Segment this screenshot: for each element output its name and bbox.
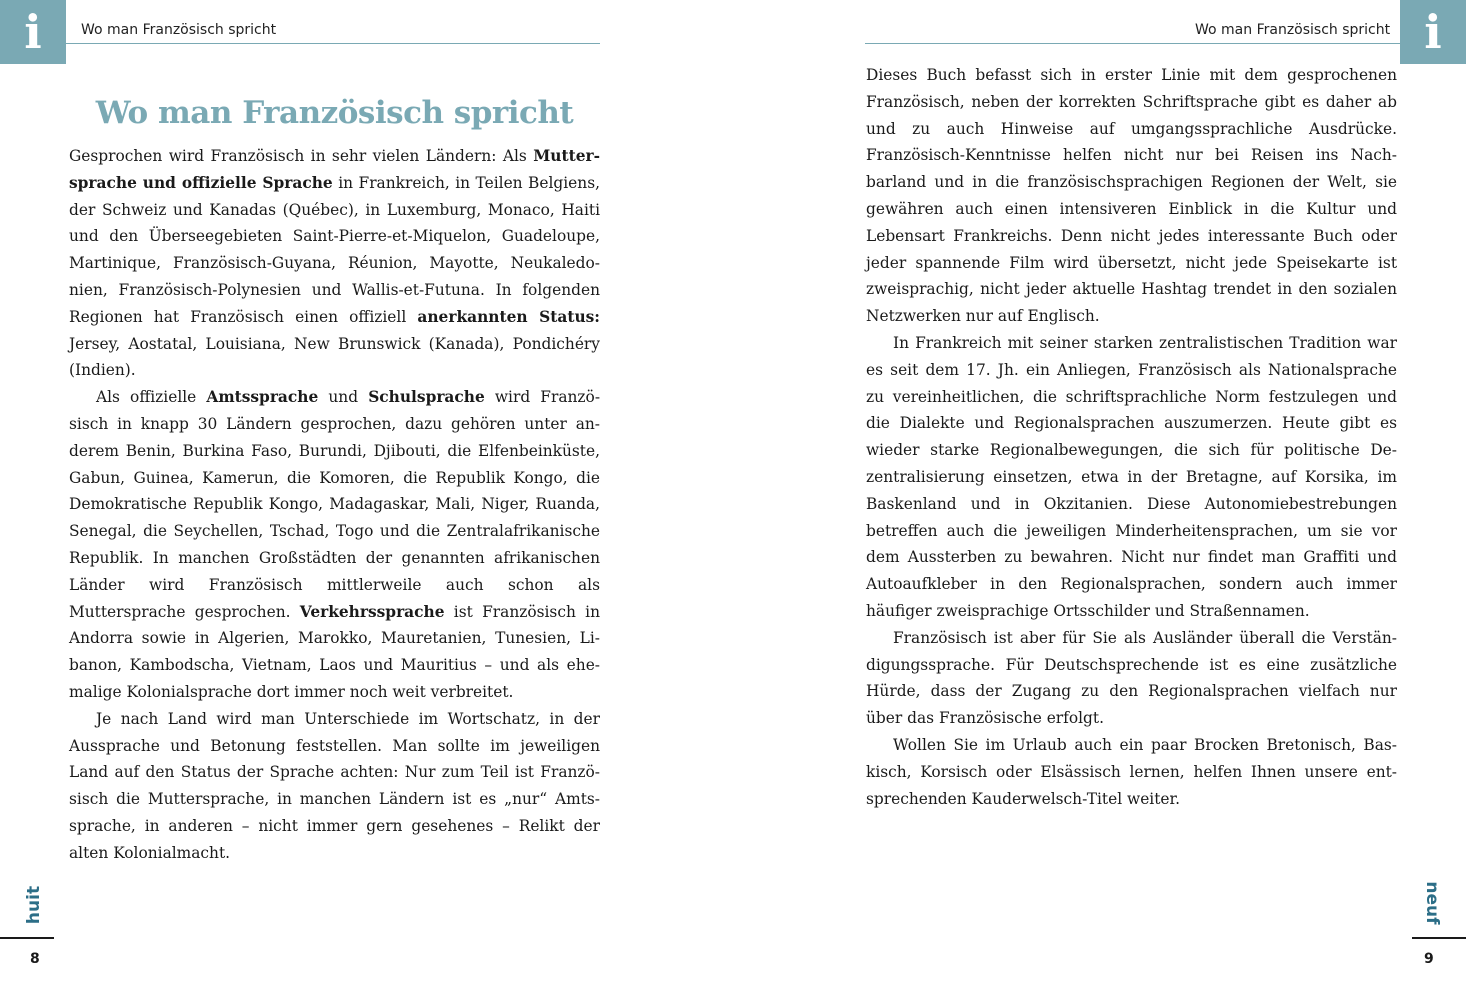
paragraph	[866, 330, 1397, 625]
footer-divider-left	[0, 937, 54, 939]
info-icon-right	[1400, 0, 1466, 64]
text-segment: Als offizielle	[96, 388, 207, 407]
page-title: Wo man Französisch spricht	[95, 94, 574, 131]
left-text-column	[69, 143, 600, 867]
text-segment: in Frankreich, in Teilen Belgiens, der Schweiz und Kanadas (Québec), in Luxemburg, Monaco, Haiti und den Überseegebieten Saint-Pierre-et-Miquelon, Guadeloupe, Martinique, Französisch-Guyana, Réunion, Mayotte, Neukaledonien, Französisch-Polynesien und Wallis-et-Futuna. In folgenden Regionen hat Französisch einen offiziell	[69, 173, 600, 326]
paragraph	[69, 706, 600, 867]
text-segment: Je nach Land wird man Unterschiede im Wortschatz, in der Aussprache und Betonung feststellen. Man sollte im jeweiligen Land auf den Status der Sprache achten: Nur zum Teil ist Französisch die Muttersprache, in manchen Ländern ist es „nur“ Amtssprache, in anderen – nicht immer gern gesehenes – Relikt der alten Kolonialmacht.	[69, 709, 600, 862]
paragraph	[69, 143, 600, 384]
text-segment: Gesprochen wird Französisch in sehr vielen Ländern: Als	[69, 147, 534, 165]
text-segment: Französisch ist aber für Sie als Ausländer überall die Verständigungssprache. Für Deutschsprechende ist es eine zusätzliche Hürde, dass der Zugang zu den Regionalsprachen vielfach nur über das Französische erfolgt.	[866, 628, 1397, 728]
running-header-right: Wo man Französisch spricht	[1195, 22, 1391, 38]
bold-term: Schulsprache	[368, 388, 485, 407]
side-tab-word-right: neuf	[1422, 881, 1442, 925]
bold-term: Muttersprache und offizielle Sprache	[69, 147, 600, 192]
text-segment: Dieses Buch befasst sich in erster Linie mit dem gesprochenen Französisch, neben der korrekten Schriftsprache gibt es daher ab und zu auch Hinweise auf umgangssprachliche Ausdrücke. Französisch-Kenntnisse helfen nicht nur bei Reisen ins Nachbarland und in die französischsprachigen Regionen der Welt, sie gewähren auch einen intensiveren Einblick in die Kultur und Lebensart Frankreichs. Denn nicht jedes interessante Buch oder jeder spannende Film wird übersetzt, nicht jede Speisekarte ist zweisprachig, nicht jeder aktuelle Hashtag trendet in den sozialen Netzwerken nur auf Englisch.	[866, 66, 1397, 326]
text-segment: Wollen Sie im Urlaub auch ein paar Brocken Bretonisch, Baskisch, Korsisch oder Elsässisch lernen, helfen Ihnen unsere entsprechenden Kauderwelsch-Titel weiter.	[866, 735, 1397, 808]
right-text-column	[866, 62, 1397, 812]
info-icon: i	[24, 5, 42, 59]
footer-divider-right	[1412, 937, 1466, 939]
text-segment: In Frankreich mit seiner starken zentralistischen Tradition war es seit dem 17. Jh. ein Anliegen, Französisch als Nationalsprache zu vereinheitlichen, die schriftsprachliche Norm festzulegen und die Dialekte und Regionalsprachen auszumerzen. Heute gibt es wieder starke Regionalbewegungen, die sich für politische Dezentralisierung einsetzen, etwa in der Bretagne, auf Korsika, im Baskenland und in Okzitanien. Diese Autonomiebestrebungen betreffen auch die jeweiligen Minderheitensprachen, um sie vor dem Aussterben zu bewahren. Nicht nur findet man Graffiti und Autoaufkleber in den Regionalsprachen, sondern auch immer häufiger zweisprachige Ortsschilder und Straßennamen.	[866, 333, 1397, 620]
paragraph	[69, 384, 600, 706]
paragraph	[866, 625, 1397, 732]
bold-term: Amtssprache	[206, 388, 319, 407]
page-number-right: 9	[1424, 951, 1434, 967]
paragraph	[866, 732, 1397, 812]
side-tab-word-left: huit	[24, 885, 44, 925]
info-icon: i	[1424, 5, 1442, 59]
text-segment: Jersey, Aostatal, Louisiana, New Brunswick (Kanada), Pondichéry (Indien).	[69, 334, 600, 380]
text-segment: ist Französisch in Andorra sowie in Algerien, Marokko, Mauretanien, Tunesien, Libanon, Kambodscha, Vietnam, Laos und Mauritius – und als ehemalige Kolonialsprache dort immer noch weit verbreitet.	[69, 602, 600, 701]
page-number-left: 8	[30, 951, 40, 967]
bold-term: Verkehrssprache	[299, 602, 445, 621]
text-segment: und	[318, 388, 369, 407]
bold-term: anerkannten Status:	[417, 307, 600, 326]
paragraph	[866, 62, 1397, 330]
header-divider-left	[66, 43, 600, 44]
header-divider-right	[865, 43, 1400, 44]
running-header-left: Wo man Französisch spricht	[81, 22, 277, 38]
text-segment: wird Französisch in knapp 30 Ländern gesprochen, dazu gehören unter anderem Benin, Burkina Faso, Burundi, Djibouti, die Elfenbeinküste, Gabun, Guinea, Kamerun, die Komoren, die Republik Kongo, die Demokratische Republik Kongo, Madagaskar, Mali, Niger, Ruanda, Senegal, die Seychellen, Tschad, Togo und die Zentralafrikanische Republik. In manchen Großstädten der genannten afrikanischen Länder wird Französisch mittlerweile auch schon als Muttersprache gesprochen.	[69, 388, 601, 621]
info-icon-left	[0, 0, 66, 64]
